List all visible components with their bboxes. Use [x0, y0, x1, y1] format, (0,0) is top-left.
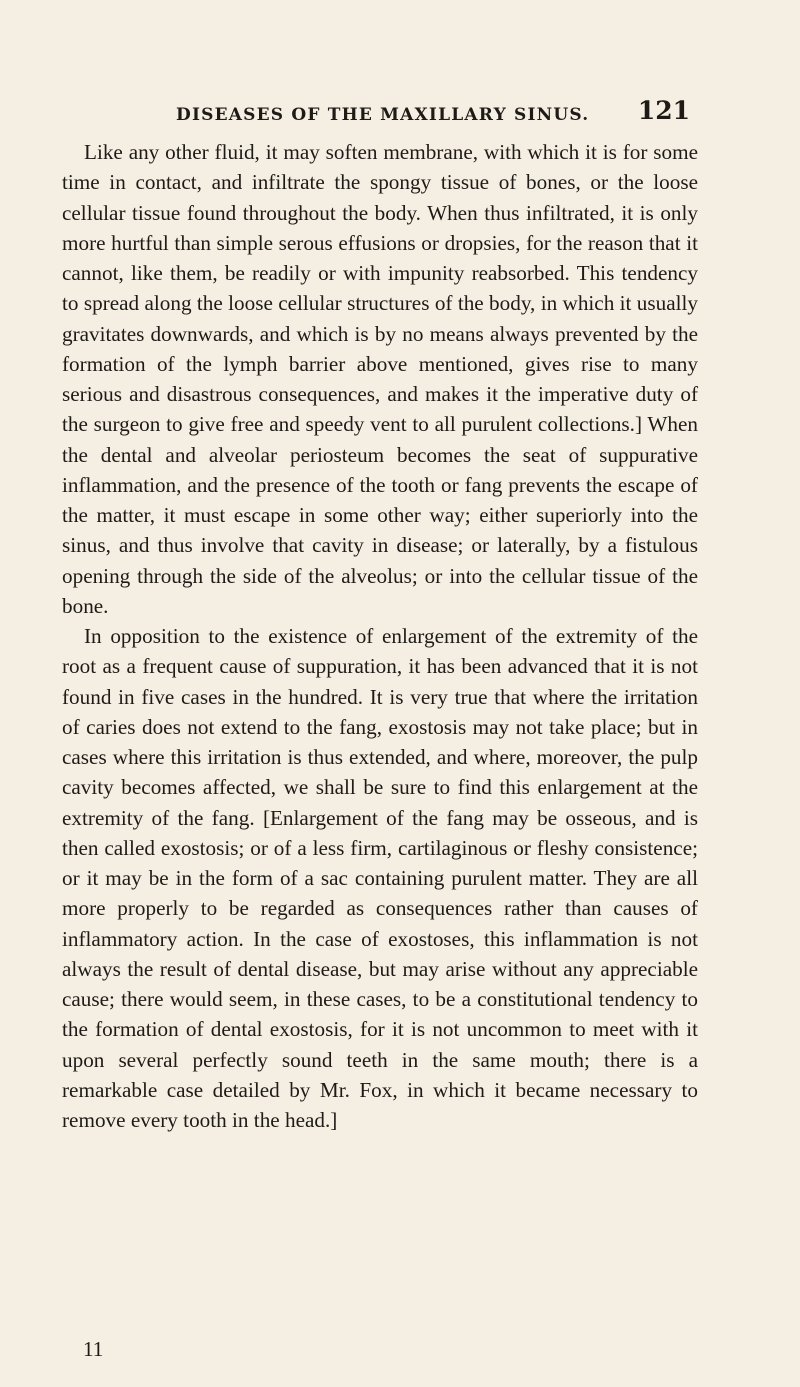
page-number: 121 — [637, 96, 690, 125]
paragraph-2: In opposition to the existence of enlargement of the extremity of the root as a frequent cause of suppuration, it has been advanced that it is not found in five cases in the hundred. It is very true that where the irritation of caries does not extend to the fang, exostosis may not take place; but in cases where this irritation is thus extended, and where, moreover, the pulp cavity becomes affected, we shall be sure to find this enlargement at the extremity of the fang. [Enlargement of the fang may be osseous, and is then called exostosis; or of a less firm, cartilaginous or fleshy consistence; or it may be in the form of a sac containing purulent matter. They are all more properly to be regarded as consequences rather than causes of inflammatory action. In the case of exostoses, this inflammation is not always the result of dental disease, but may arise without any appreciable cause; there would seem, in these cases, to be a constitutional tendency to the formation of dental exostosis, for it is not uncommon to meet with it upon several perfectly sound teeth in the same mouth; there is a remarkable case detailed by Mr. Fox, in which it became necessary to remove every tooth in the head.] — [62, 624, 698, 1132]
body-text — [62, 137, 698, 1135]
page-header — [176, 96, 690, 128]
running-head: DISEASES OF THE MAXILLARY SINUS. — [176, 105, 590, 125]
signature-mark: 11 — [83, 1337, 104, 1361]
paragraph-1: Like any other fluid, it may soften membrane, with which it is for some time in contact, and infiltrate the spongy tissue of bones, or the loose cellular tissue found throughout the body. When thus infiltrated, it is only more hurtful than simple serous effusions or dropsies, for the reason that it cannot, like them, be readily or with impunity reabsorbed. This tendency to spread along the loose cellular structures of the body, in which it usually gravitates downwards, and which is by no means always prevented by the formation of the lymph barrier above mentioned, gives rise to many serious and disastrous consequences, and makes it the imperative duty of the surgeon to give free and speedy vent to all purulent collections.] When the dental and alveolar periosteum becomes the seat of suppurative inflammation, and the presence of the tooth or fang prevents the escape of the matter, it must escape in some other way; either superiorly into the sinus, and thus involve that cavity in disease; or laterally, by a fistulous opening through the side of the alveolus; or into the cellular tissue of the bone. — [62, 140, 698, 618]
